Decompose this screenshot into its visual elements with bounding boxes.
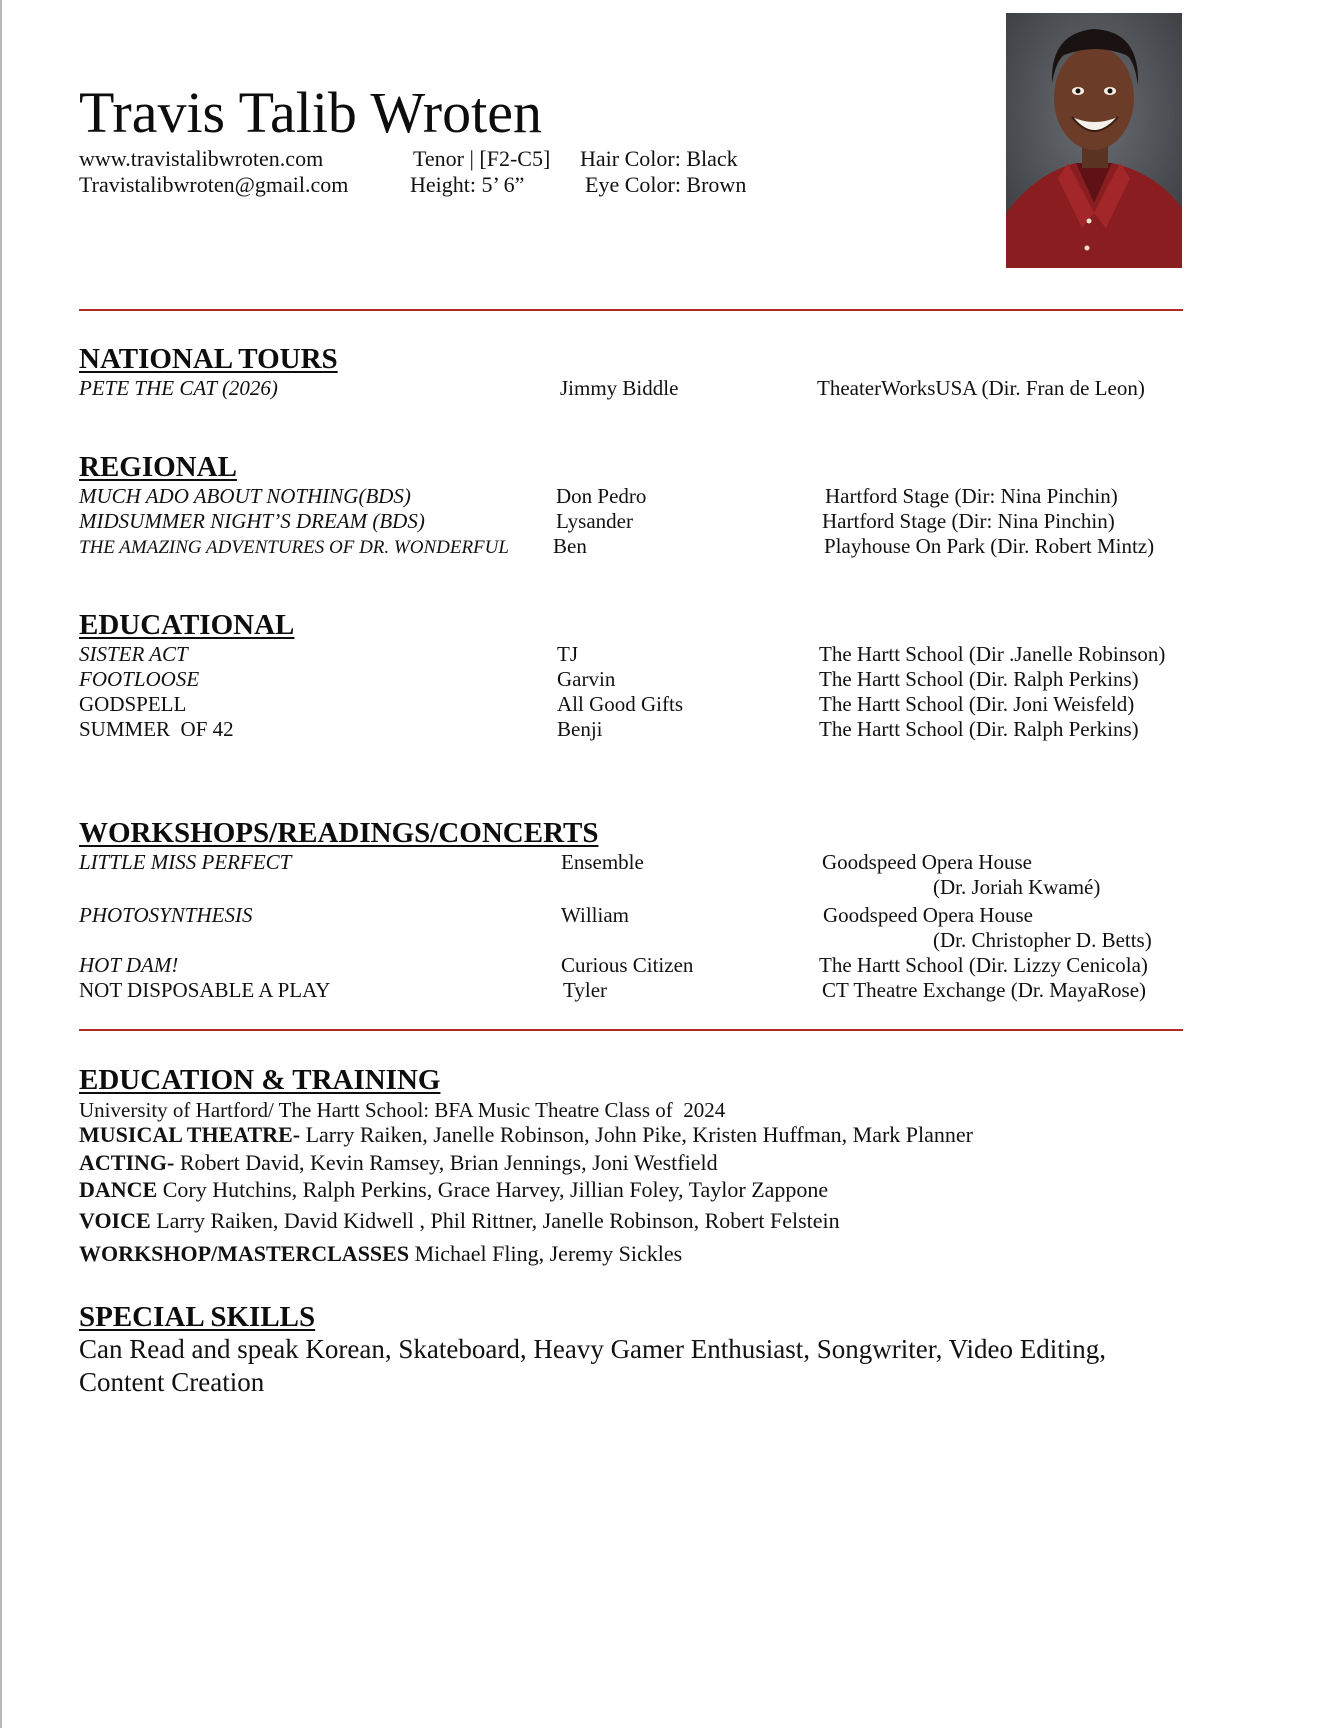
- credit-venue: TheaterWorksUSA (Dir. Fran de Leon): [817, 376, 1145, 400]
- credit-venue: The Hartt School (Dir .Janelle Robinson): [819, 642, 1166, 666]
- credit-role: William: [561, 903, 629, 927]
- section-title-national-tours: NATIONAL TOURS: [79, 343, 338, 375]
- credit-role: Garvin: [557, 667, 616, 691]
- credit-show: PETE THE CAT (2026): [79, 376, 278, 400]
- credit-role: Curious Citizen: [561, 953, 694, 977]
- credit-role: Tyler: [563, 978, 608, 1002]
- credit-show: MIDSUMMER NIGHT’S DREAM (BDS): [79, 509, 425, 533]
- training-label: ACTING-: [79, 1150, 175, 1175]
- credit-show: SUMMER OF 42: [79, 717, 234, 741]
- email-link[interactable]: Travistalibwroten@gmail.com: [79, 172, 349, 197]
- credit-venue-director: (Dr. Joriah Kwamé): [933, 875, 1101, 899]
- credit-role: Don Pedro: [556, 484, 647, 508]
- credit-role: All Good Gifts: [557, 692, 683, 716]
- training-line: [79, 1241, 682, 1267]
- credit-show: FOOTLOOSE: [79, 667, 200, 691]
- section-title-workshops: WORKSHOPS/READINGS/CONCERTS: [79, 817, 599, 849]
- section-title-educational: EDUCATIONAL: [79, 609, 295, 641]
- training-teachers: Cory Hutchins, Ralph Perkins, Grace Harvey, Jillian Foley, Taylor Zappone: [157, 1177, 829, 1202]
- red-divider-top: [79, 309, 1183, 311]
- red-divider-bottom: [79, 1029, 1183, 1031]
- training-teachers: Michael Fling, Jeremy Sickles: [409, 1241, 683, 1266]
- training-label: MUSICAL THEATRE-: [79, 1122, 301, 1147]
- credit-venue: CT Theatre Exchange (Dr. MayaRose): [822, 978, 1147, 1002]
- eye-color: Eye Color: Brown: [585, 172, 747, 197]
- skills-text: Can Read and speak Korean, Skateboard, Heavy Gamer Enthusiast, Songwriter, Video Editing, Content Creation: [79, 1334, 1107, 1397]
- training-label: DANCE: [79, 1177, 158, 1202]
- credit-venue: Goodspeed Opera House: [823, 903, 1033, 927]
- credit-role: TJ: [557, 642, 578, 666]
- training-label: WORKSHOP/MASTERCLASSES: [79, 1241, 410, 1266]
- credit-show: PHOTOSYNTHESIS: [79, 903, 253, 927]
- credit-show: THE AMAZING ADVENTURES OF DR. WONDERFUL: [79, 537, 509, 558]
- credit-show: GODSPELL: [79, 692, 187, 716]
- training-teachers: Larry Raiken, Janelle Robinson, John Pike, Kristen Huffman, Mark Planner: [300, 1122, 973, 1147]
- page-edge: [0, 0, 2, 1728]
- hair-color: Hair Color: Black: [580, 146, 738, 171]
- credit-role: Ben: [553, 534, 587, 558]
- training-teachers: Robert David, Kevin Ramsey, Brian Jennings, Joni Westfield: [174, 1150, 718, 1175]
- credit-show: LITTLE MISS PERFECT: [79, 850, 292, 874]
- credit-venue: The Hartt School (Dir. Lizzy Cenicola): [819, 953, 1148, 977]
- credit-role: Jimmy Biddle: [560, 376, 679, 400]
- training-line: [79, 1150, 718, 1176]
- credit-venue: Hartford Stage (Dir: Nina Pinchin): [822, 509, 1115, 533]
- performer-name: Travis Talib Wroten: [79, 80, 542, 145]
- credit-venue: The Hartt School (Dir. Ralph Perkins): [819, 717, 1139, 741]
- training-label: VOICE: [79, 1208, 151, 1233]
- credit-role: Benji: [557, 717, 603, 741]
- credit-venue: Hartford Stage (Dir: Nina Pinchin): [825, 484, 1118, 508]
- credit-show: NOT DISPOSABLE A PLAY: [79, 978, 331, 1002]
- headshot-photo: [1006, 13, 1182, 268]
- section-title-skills: SPECIAL SKILLS: [79, 1301, 316, 1333]
- credit-role: Lysander: [556, 509, 633, 533]
- credit-show: MUCH ADO ABOUT NOTHING(BDS): [79, 484, 411, 508]
- credit-venue: The Hartt School (Dir. Ralph Perkins): [819, 667, 1139, 691]
- section-title-education: EDUCATION & TRAINING: [79, 1064, 441, 1096]
- training-line: [79, 1177, 828, 1203]
- height: Height: 5’ 6”: [410, 172, 525, 197]
- credit-role: Ensemble: [561, 850, 644, 874]
- credit-show: HOT DAM!: [79, 953, 179, 977]
- training-line: [79, 1122, 973, 1148]
- voice-type: Tenor | [F2-C5]: [413, 146, 551, 171]
- website-link[interactable]: www.travistalibwroten.com: [79, 146, 324, 171]
- headshot-illustration: [1006, 13, 1182, 268]
- training-line: [79, 1208, 840, 1234]
- credit-show: SISTER ACT: [79, 642, 188, 666]
- education-school: University of Hartford/ The Hartt School: BFA Music Theatre Class of 2024: [79, 1098, 726, 1122]
- training-teachers: Larry Raiken, David Kidwell , Phil Rittner, Janelle Robinson, Robert Felstein: [150, 1208, 840, 1233]
- credit-venue-director: (Dr. Christopher D. Betts): [933, 928, 1152, 952]
- credit-venue: Playhouse On Park (Dir. Robert Mintz): [824, 534, 1155, 558]
- credit-venue: The Hartt School (Dir. Joni Weisfeld): [819, 692, 1135, 716]
- credit-venue: Goodspeed Opera House: [822, 850, 1032, 874]
- section-title-regional: REGIONAL: [79, 451, 237, 483]
